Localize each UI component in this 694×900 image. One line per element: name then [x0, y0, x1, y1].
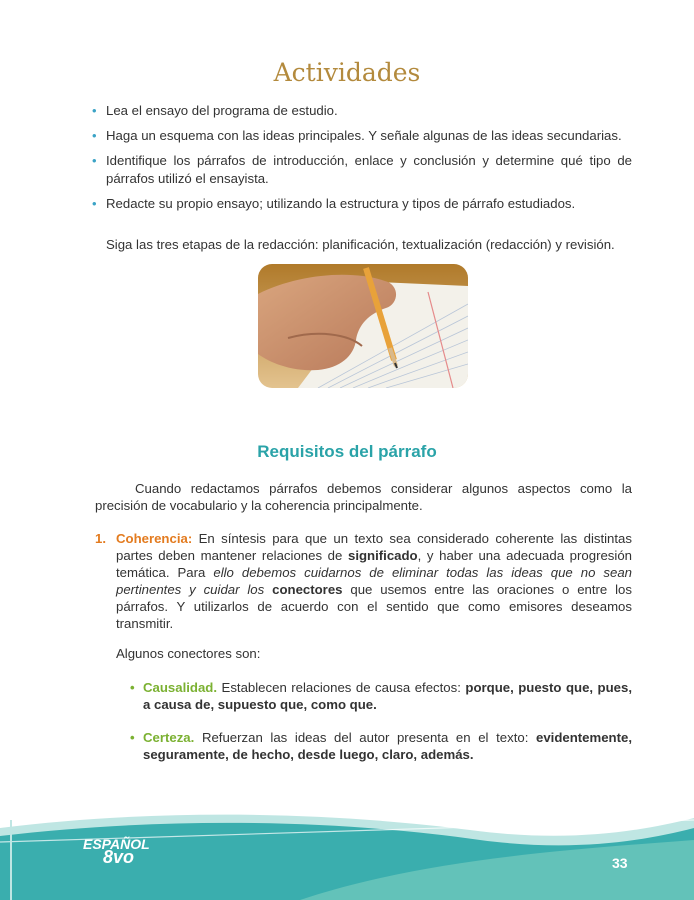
list-item: [92, 152, 632, 188]
list-item-text: Identifique los párrafos de introducción, enlace y conclusión y determine qué tipo de párrafos utilizó el ensayista.: [106, 153, 632, 186]
list-item: [92, 195, 632, 213]
coherence-item: [95, 530, 632, 632]
connector-text: Establecen relaciones de causa efectos:: [217, 680, 466, 695]
coherence-text-a: En síntesis para que un texto sea considerado coherente las distintas partes deben mantener relaciones de: [116, 531, 632, 563]
connector-term: Certeza.: [143, 730, 195, 745]
bullet-icon: •: [92, 128, 97, 143]
bullet-icon: •: [92, 196, 97, 211]
coherence-text-c: que usemos entre las oraciones o entre los párrafos. Y utilizarlos de acuerdo con el sentido que como emisores deseamos transmitir.: [116, 582, 632, 631]
connector-body: [130, 729, 632, 763]
coherence-italic: ello debemos cuidarnos de eliminar todas las ideas que no sean pertinentes y cuidar los: [116, 565, 633, 597]
list-item: [92, 127, 632, 145]
bullet-icon: •: [92, 153, 97, 168]
section-subtitle: Requisitos del párrafo: [257, 442, 437, 461]
connector-causalidad: [130, 679, 632, 713]
activities-list: [92, 102, 632, 220]
coherence-term: Coherencia:: [116, 531, 193, 546]
bullet-icon: •: [92, 103, 97, 118]
connector-term: Causalidad.: [143, 680, 218, 695]
connector-examples: evidentemente, seguramente, de hecho, desde luego, claro, además.: [143, 730, 632, 762]
list-item-text: Lea el ensayo del programa de estudio.: [106, 103, 338, 118]
footer-grade: 8vo: [103, 847, 135, 867]
coherence-body: [95, 530, 632, 632]
connector-examples: porque, puesto que, pues, a causa de, supuesto que, como que.: [143, 680, 632, 712]
intro-paragraph-text: Cuando redactamos párrafos debemos considerar algunos aspectos como la precisión de vocabulario y la coherencia principalmente.: [95, 481, 632, 513]
item-number: 1.: [95, 531, 106, 546]
list-item-text: Redacte su propio ensayo; utilizando la estructura y tipos de párrafo estudiados.: [106, 196, 576, 211]
connectors-intro: Algunos conectores son:: [116, 646, 261, 661]
hand-writing-picture: [258, 264, 468, 388]
connector-body: [130, 679, 632, 713]
page-number: 33: [612, 855, 628, 871]
footer-brand: [83, 836, 150, 867]
intro-paragraph: [95, 480, 632, 514]
list-item-text: Haga un esquema con las ideas principales. Y señale algunas de las ideas secundarias.: [106, 128, 622, 143]
connector-certeza: [130, 729, 632, 763]
footer-brand-name: ESPAÑOL: [83, 836, 150, 852]
bullet-icon: •: [130, 680, 135, 695]
coherence-bold-conectores: conectores: [264, 582, 343, 597]
list-item: [92, 102, 632, 120]
coherence-bold-significado: significado: [347, 548, 418, 563]
page-title: Actividades: [273, 58, 421, 87]
writing-hand-photo: [258, 264, 468, 388]
connector-text: Refuerzan las ideas del autor presenta en el texto:: [194, 730, 536, 745]
stages-text: Siga las tres etapas de la redacción: planificación, textualización (redacción) y revisión.: [106, 237, 615, 252]
coherence-text-b: , y haber una adecuada progresión temática. Para: [116, 548, 632, 580]
bullet-icon: •: [130, 730, 135, 745]
